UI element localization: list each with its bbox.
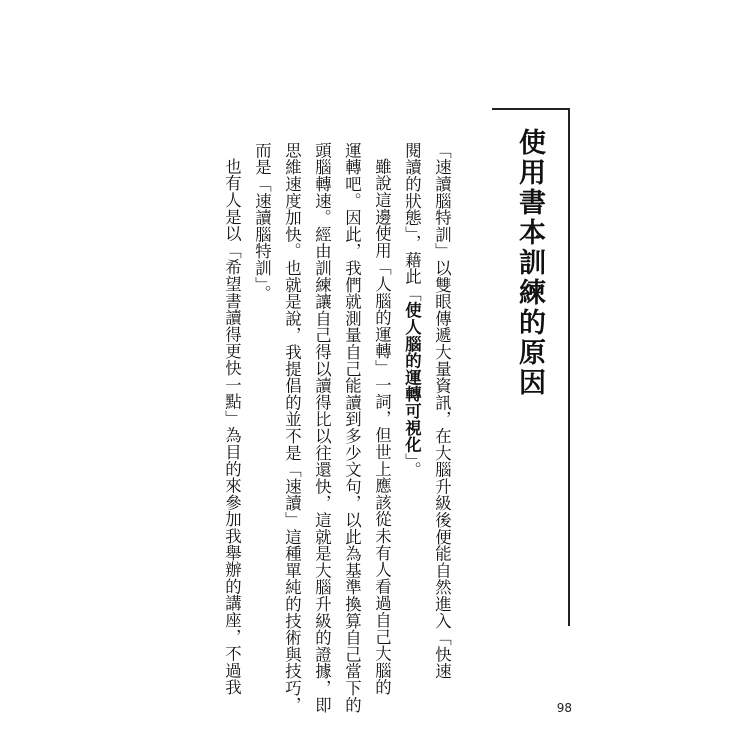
title-rule-cap [492,108,570,110]
body-column-1: 「速讀腦特訓」以雙眼傳遞大量資訊，在大腦升級後便能自然進入「快速 [432,142,452,680]
title-rule [568,108,570,626]
body-column-2 [402,142,422,479]
body-column-5: 頭腦轉速。經由訓練讓自己得以讀得比以往還快，這就是大腦升級的證據，即 [312,142,332,714]
body-column-7: 而是「速讀腦特訓」。 [252,142,272,302]
body-column-2-pre: 閱讀的狀態」，藉此「 [402,142,422,302]
body-column-6: 思維速度加快。也就是說，我提倡的並不是「速讀」這種單純的技術與技巧， [282,142,302,714]
body-column-2-post: 」。 [402,453,422,479]
body-column-3: 雖說這邊使用「人腦的運轉」一詞，但世上應該從未有人看過自己大腦的 [372,158,392,696]
emphasized-phrase: 使人腦的運轉可視化 [402,301,422,454]
body-column-8: 也有人是以「希望書讀得更快一點」為目的來參加我舉辦的講座，不過我 [222,158,242,696]
chapter-title: 使用書本訓練的原因 [514,128,545,398]
page-number: 98 [556,701,572,715]
body-column-4: 運轉吧。因此，我們就測量自己能讀到多少文句，以此為基準換算自己當下的 [342,142,362,714]
